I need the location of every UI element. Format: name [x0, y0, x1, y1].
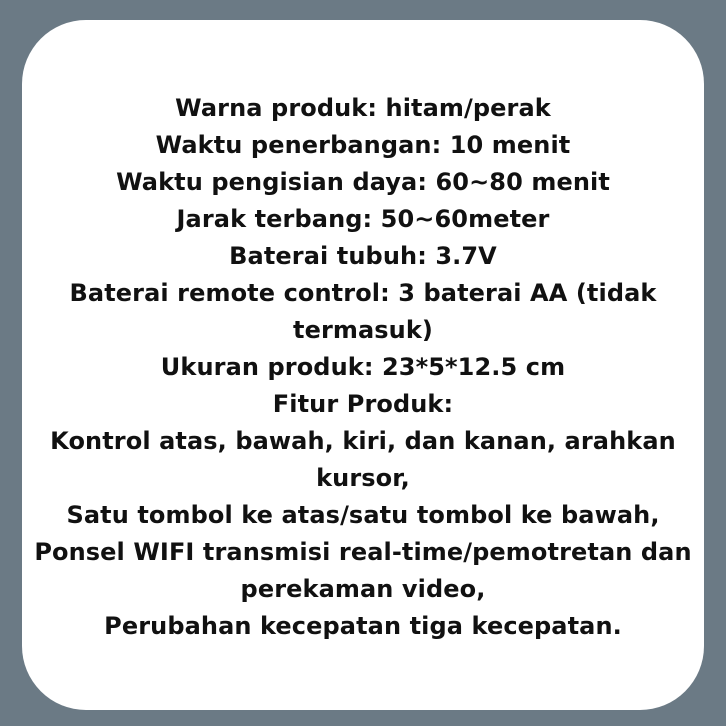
spec-line-feature-control: Kontrol atas, bawah, kiri, dan kanan, arahkan: [50, 427, 676, 455]
spec-line-feature-speed: Perubahan kecepatan tiga kecepatan.: [104, 612, 622, 640]
spec-line-remote-battery-cont: termasuk): [293, 316, 433, 344]
spec-line-body-battery: Baterai tubuh: 3.7V: [229, 242, 497, 270]
spec-line-flight-time: Waktu penerbangan: 10 menit: [155, 131, 571, 159]
spec-line-feature-one-key: Satu tombol ke atas/satu tombol ke bawah,: [66, 501, 660, 529]
spec-line-feature-wifi: Ponsel WIFI transmisi real-time/pemotretan dan: [34, 538, 692, 566]
spec-list: [22, 90, 704, 645]
spec-line-charging-time: Waktu pengisian daya: 60~80 menit: [116, 168, 610, 196]
spec-line-flight-distance: Jarak terbang: 50~60meter: [176, 205, 550, 233]
spec-line-features-heading: Fitur Produk:: [272, 390, 454, 418]
spec-line-size: Ukuran produk: 23*5*12.5 cm: [160, 353, 566, 381]
spec-line-remote-battery: Baterai remote control: 3 baterai AA (tidak: [69, 279, 657, 307]
spec-line-feature-control-cont: kursor,: [316, 464, 410, 492]
spec-line-color: Warna produk: hitam/perak: [175, 94, 551, 122]
spec-line-feature-wifi-cont: perekaman video,: [240, 575, 486, 603]
spec-card: [22, 20, 704, 710]
